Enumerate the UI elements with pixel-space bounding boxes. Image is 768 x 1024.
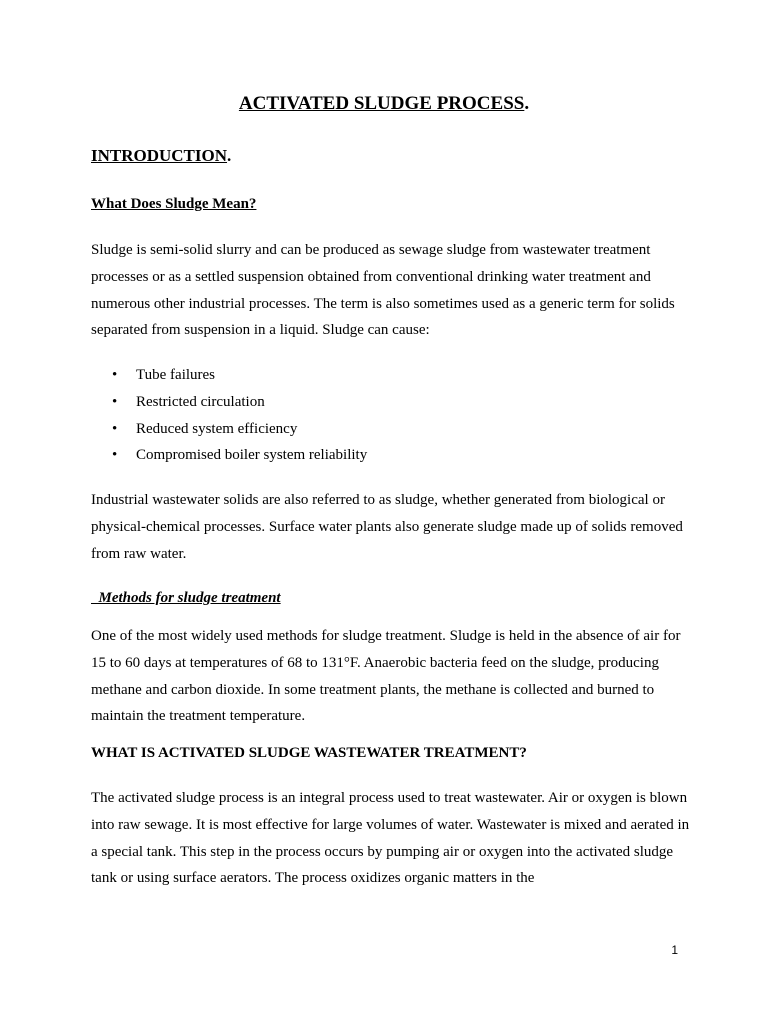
sludge-subheading: What Does Sludge Mean? [91,196,257,212]
list-item-text: Tube failures [136,367,216,383]
list-item-text: Reduced system efficiency [136,420,298,437]
bullet-icon: • [112,447,118,464]
introduction-heading-suffix: . [227,146,232,165]
list-item [91,442,691,469]
activated-sludge-paragraph: The activated sludge process is an integral process used to treat wastewater. Air or oxygen is blown into raw sewage. It is most effective for large volumes of water. Wastewater is mixed and aerated in a special tank. This step in the process occurs by pumping air or oxygen into the activated sludge tank or using surface aerators. The process oxidizes organic matters in the [91,790,690,887]
sludge-definition-paragraph: Sludge is semi-solid slurry and can be produced as sewage sludge from wastewater treatment processes or as a settled suspension obtained from conventional drinking water treatment and numerous other industrial processes. The term is also sometimes used as a generic term for solids separated from suspension in a liquid. Sludge can cause: [91,242,675,339]
document-title-text: ACTIVATED SLUDGE PROCESS [238,93,525,114]
list-item [91,362,691,389]
activated-sludge-heading: WHAT IS ACTIVATED SLUDGE WASTEWATER TREATMENT? [91,745,527,761]
industrial-solids-paragraph: Industrial wastewater solids are also referred to as sludge, whether generated from biological or physical-chemical processes. Surface water plants also generate sludge made up of solids removed from raw water. [91,492,683,562]
introduction-heading [91,146,691,166]
methods-subheading: Methods for sludge treatment [91,590,281,606]
document-title-suffix: . [524,93,530,114]
bullet-icon: • [112,420,118,437]
bullet-icon: • [112,367,118,383]
treatment-methods-paragraph: One of the most widely used methods for sludge treatment. Sludge is held in the absence of air for 15 to 60 days at temperatures of 68 to 131°F. Anaerobic bacteria feed on the sludge, producing methane and carbon dioxide. In some treatment plants, the methane is collected and burned to maintain the treatment temperature. [91,628,681,725]
list-item-text: Restricted circulation [136,393,265,410]
document-title [0,93,768,115]
bullet-icon: • [112,393,118,410]
list-item [91,389,691,416]
sludge-effects-list [91,362,691,469]
introduction-heading-text: INTRODUCTION [91,146,228,165]
list-item [91,416,691,443]
list-item-text: Compromised boiler system reliability [136,447,368,464]
page-number: 1 [671,943,678,957]
